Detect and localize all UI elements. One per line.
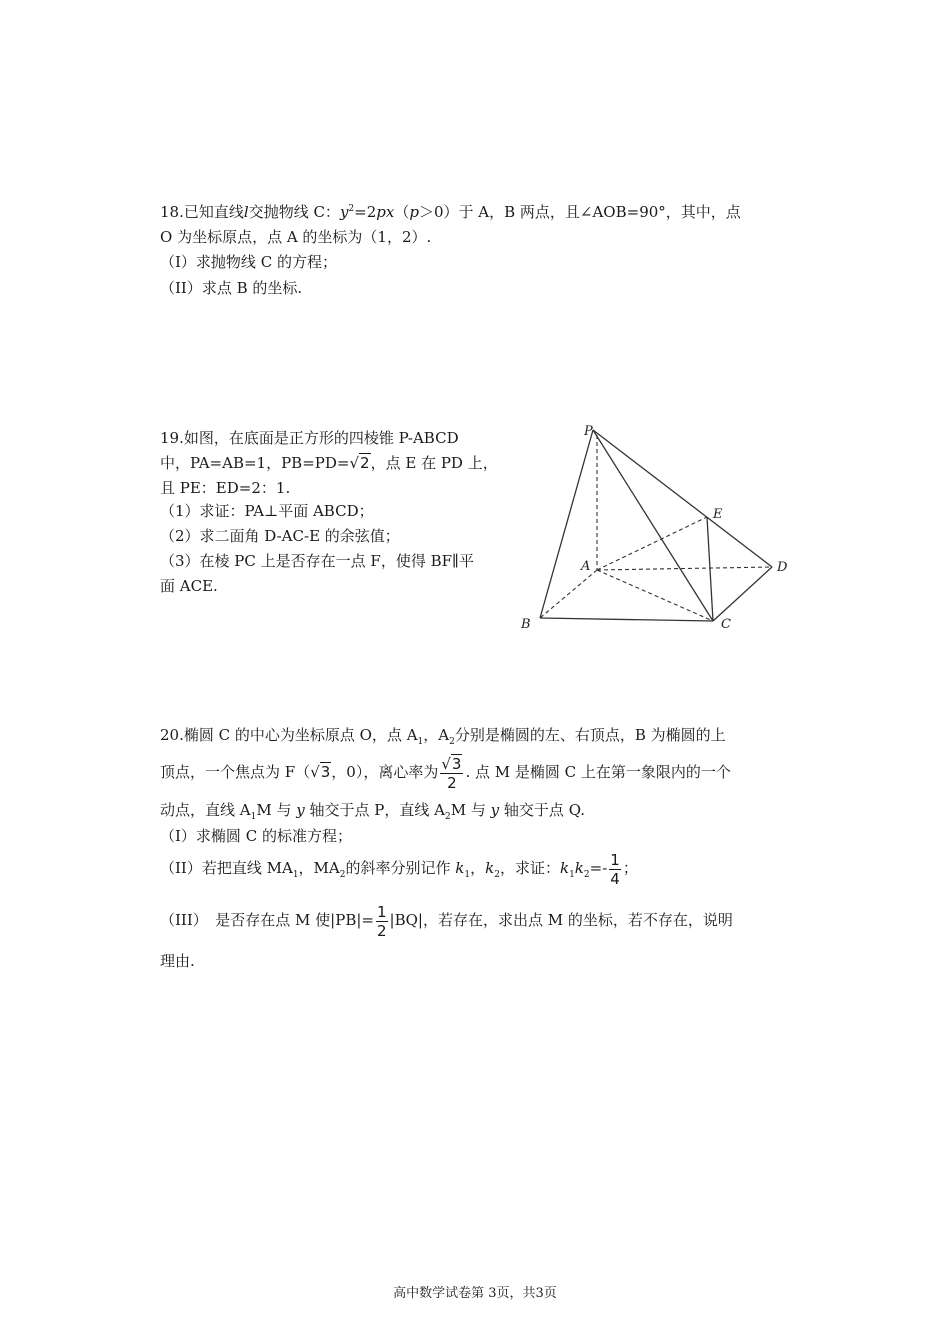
q18-part1: （I）求抛物线 C 的方程； — [160, 253, 337, 271]
pyramid-figure — [505, 415, 795, 635]
edge-AD — [597, 567, 772, 570]
page-footer: 高中数学试卷第 3页，共3页 — [393, 1286, 557, 1301]
q19-part3: （3）在棱 PC 上是否存在一点 F，使得 BF∥平 — [160, 552, 474, 570]
quarter-fraction: $\frac{1}{4}$ — [610, 850, 620, 888]
q19-line3: 且 PE：ED=2：1. — [160, 479, 291, 497]
q20-part3: （III） 是否存在点 M 使|PB|= $\frac{1}{2}$ |BQ|，若存在，求出点 M 的坐标，若不存在，说明 — [160, 902, 733, 940]
label-B: B — [521, 617, 531, 632]
q20-line2: 顶点，一个焦点为 F（√3，0），离心率为 $\frac{√3}{2}$ . 点 M 是椭圆 C 上在第一象限内的一个 — [160, 752, 731, 792]
label-E: E — [713, 507, 723, 522]
sqrt-2: √2 — [349, 454, 370, 472]
q19-part2: （2）求二面角 D-AC-E 的余弦值； — [160, 527, 400, 545]
edge-PD — [593, 430, 772, 567]
q20-part1: （I）求椭圆 C 的标准方程； — [160, 827, 352, 845]
label-P: P — [584, 424, 593, 439]
label-A: A — [581, 559, 591, 574]
edge-AC — [597, 570, 713, 621]
edge-BC — [540, 618, 713, 621]
edge-PC — [593, 430, 713, 621]
eccentricity-fraction: $\frac{√3}{2}$ — [441, 754, 462, 792]
edge-PB — [540, 430, 593, 618]
edge-AB — [540, 570, 597, 618]
q20-part3-cont: 理由. — [160, 952, 195, 970]
q20-line1: 20.椭圆 C 的中心为坐标原点 O，点 $A_1$，$A_2$分别是椭圆的左、右顶点，B 为椭圆的上 — [160, 726, 726, 747]
q18-line2: O 为坐标原点，点 A 的坐标为（1，2）. — [160, 228, 432, 246]
label-C: C — [721, 617, 731, 632]
q18-part2: （II）求点 B 的坐标. — [160, 279, 303, 297]
q19-line1: 19.如图，在底面是正方形的四棱锥 P-ABCD — [160, 429, 459, 447]
edge-EC — [707, 517, 713, 621]
q19-part1: （1）求证：PA⊥平面 ABCD； — [160, 502, 374, 520]
label-D: D — [777, 560, 788, 575]
half-fraction: $\frac{1}{2}$ — [376, 902, 387, 940]
q19-part3-cont: 面 ACE. — [160, 577, 218, 595]
edge-CD — [713, 567, 772, 621]
q19-line2: 中，PA=AB=1，PB=PD=√2，点 E 在 PD 上， — [160, 454, 498, 472]
q18-line1: 18.已知直线l交抛物线 C：$y^2=2px(p>0)$于 A，B 两点，且∠AOB=90°，其中，点 — [160, 203, 741, 221]
q20-line3: 动点，直线 $A_1M$ 与 y 轴交于点 P，直线 $A_2M$ 与 y 轴交于点 Q. — [160, 801, 586, 822]
sqrt-3: √3 — [310, 763, 331, 781]
q20-part2: （II）若把直线 $MA_1$，$MA_2$的斜率分别记作 $k_1$，$k_2$，求证：$k_1k_2=-$ $\frac{1}{4}$ ； — [160, 850, 638, 888]
